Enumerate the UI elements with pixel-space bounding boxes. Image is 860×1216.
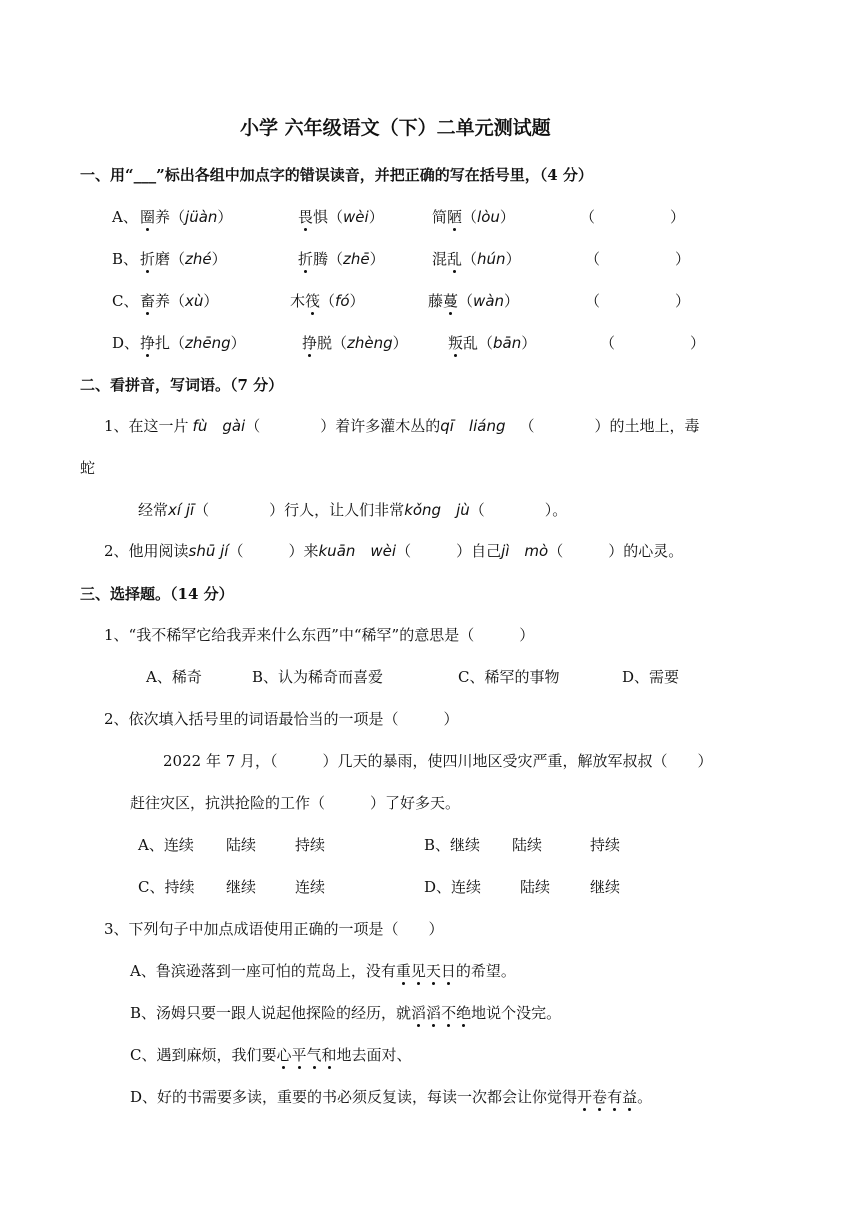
dotted-character: 开 — [577, 1088, 593, 1106]
reading-item — [298, 207, 384, 227]
dotted-character: 畏 — [298, 208, 314, 226]
word-text: 腾（ — [313, 250, 344, 268]
section-1-heading: 一、用“___”标出各组中加点字的错误读音，并把正确的写在括号里，（4 分） — [80, 166, 593, 184]
question-3-3-stem: 3、下列句子中加点成语使用正确的一项是（ ） — [104, 920, 444, 938]
reading-item — [432, 207, 515, 227]
option-b — [130, 1003, 561, 1023]
option-b-word-1: B、继续 — [424, 836, 481, 854]
option-b-word-3: 持续 — [590, 836, 621, 854]
option-text: A、鲁滨逊落到一座可怕的荒岛上，没有 — [130, 962, 396, 980]
dotted-character: 挣 — [302, 334, 318, 352]
pinyin: bān — [493, 334, 522, 352]
pinyin: hún — [477, 250, 506, 268]
pinyin: zhēng — [185, 334, 231, 352]
pinyin: wàn — [473, 292, 505, 310]
pinyin: zhé — [185, 250, 212, 268]
option-c — [130, 1045, 412, 1065]
dotted-character: 益 — [622, 1088, 638, 1106]
bracket: ） — [521, 334, 537, 352]
option-a-word-1: A、连续 — [138, 836, 194, 854]
bracket: ） — [369, 250, 385, 268]
answer-blank: （ ） — [585, 292, 691, 310]
row-label: B、 — [112, 250, 139, 268]
question-2-1-line-3 — [138, 500, 567, 520]
text: （ ）自己 — [396, 542, 502, 560]
bracket: ） — [217, 208, 233, 226]
dotted-character: 绝 — [456, 1004, 472, 1022]
text: 2、他用阅读 — [104, 542, 189, 560]
dotted-character: 有 — [607, 1088, 623, 1106]
option-text: D、好的书需要多读，重要的书必须反复读，每读一次都会让你觉得 — [130, 1088, 578, 1106]
dotted-character: 筏 — [305, 292, 321, 310]
word-text: 惧（ — [313, 208, 344, 226]
option-text: 地去面对、 — [336, 1046, 412, 1064]
pinyin: qī liáng — [440, 417, 506, 435]
dotted-character: 滔 — [411, 1004, 427, 1022]
word-text: （ — [458, 292, 474, 310]
option-d — [130, 1087, 652, 1107]
pinyin: jì mò — [501, 542, 549, 560]
option-b: B、认为稀奇而喜爱 — [252, 668, 384, 686]
reading-item — [302, 333, 408, 353]
text: （ ）行人，让人们非常 — [194, 501, 405, 519]
reading-item — [140, 249, 227, 269]
dotted-character: 乱 — [447, 250, 463, 268]
word-text: （ — [462, 250, 478, 268]
word-text: 扎（ — [155, 334, 186, 352]
option-c-word-3: 连续 — [295, 878, 326, 896]
dotted-character: 畜 — [140, 292, 156, 310]
bracket: ） — [505, 250, 521, 268]
bracket: ） — [368, 208, 384, 226]
pinyin: xí jī — [168, 501, 195, 519]
question-2-1-line-1 — [104, 416, 700, 436]
row-label: A、 — [112, 208, 138, 226]
dotted-character: 天 — [425, 962, 441, 980]
word-text: 木 — [290, 292, 306, 310]
dotted-character: 心 — [276, 1046, 292, 1064]
dotted-character: 卷 — [592, 1088, 608, 1106]
answer-blank: （ ） — [585, 250, 691, 268]
dotted-character: 陋 — [447, 208, 463, 226]
option-text: 地说个没完。 — [471, 1004, 562, 1022]
page-title: 小学 六年级语文（下）二单元测试题 — [240, 117, 551, 139]
option-c: C、稀罕的事物 — [458, 668, 560, 686]
dotted-character: 和 — [321, 1046, 337, 1064]
text: （ ）。 — [469, 501, 568, 519]
text: （ ）的心灵。 — [548, 542, 684, 560]
question-3-1-stem: 1、“我不稀罕它给我弄来什么东西”中“稀罕”的意思是（ ） — [104, 626, 535, 644]
option-text: C、遇到麻烦，我们要 — [130, 1046, 277, 1064]
reading-item — [298, 249, 385, 269]
word-text: （ — [320, 292, 336, 310]
question-2-2 — [104, 541, 683, 561]
pinyin: shū jí — [188, 542, 229, 560]
text: 1、在这一片 — [104, 417, 189, 435]
section-3-heading: 三、选择题。（14 分） — [80, 585, 234, 603]
dotted-character: 折 — [140, 250, 156, 268]
bracket: ） — [230, 334, 246, 352]
dotted-character: 折 — [298, 250, 314, 268]
option-a — [130, 961, 516, 981]
dotted-character: 气 — [306, 1046, 322, 1064]
dotted-character: 平 — [291, 1046, 307, 1064]
option-text: 。 — [637, 1088, 653, 1106]
option-d: D、需要 — [622, 668, 680, 686]
pinyin: fó — [335, 292, 350, 310]
option-c-word-2: 继续 — [226, 878, 257, 896]
pinyin: fù gài — [192, 417, 246, 435]
pinyin: zhèng — [347, 334, 393, 352]
pinyin: wèi — [343, 208, 369, 226]
word-text: 养（ — [155, 292, 186, 310]
word-text: （ — [462, 208, 478, 226]
pinyin: lòu — [477, 208, 500, 226]
word-text: 磨（ — [155, 250, 186, 268]
dotted-character: 叛 — [448, 334, 464, 352]
option-b-word-2: 陆续 — [512, 836, 543, 854]
option-a: A、稀奇 — [146, 668, 202, 686]
answer-blank: （ ） — [600, 334, 706, 352]
dotted-character: 不 — [441, 1004, 457, 1022]
text: （ ）着许多灌木丛的 — [245, 417, 441, 435]
option-a-word-3: 持续 — [295, 836, 326, 854]
word-text: 混 — [432, 250, 448, 268]
option-c-word-1: C、持续 — [138, 878, 195, 896]
word-text: 乱（ — [463, 334, 494, 352]
dotted-character: 蔓 — [443, 292, 459, 310]
pinyin: xù — [185, 292, 204, 310]
option-d-word-3: 继续 — [590, 878, 621, 896]
pinyin: jüàn — [185, 208, 218, 226]
dotted-character: 重 — [395, 962, 411, 980]
dotted-character: 日 — [440, 962, 456, 980]
text: （ ）来 — [228, 542, 319, 560]
option-a-word-2: 陆续 — [226, 836, 257, 854]
reading-item — [290, 291, 365, 311]
question-3-2-passage-line-1: 2022 年 7 月，（ ）几天的暴雨，使四川地区受灾严重，解放军叔叔（ ） — [163, 752, 713, 770]
answer-blank: （ ） — [580, 208, 686, 226]
option-text: B、汤姆只要一跟人说起他探险的经历，就 — [130, 1004, 412, 1022]
row-label: D、 — [112, 334, 140, 352]
option-d-word-1: D、连续 — [424, 878, 482, 896]
word-text: 藤 — [428, 292, 444, 310]
bracket: ） — [499, 208, 515, 226]
word-text: 养（ — [155, 208, 186, 226]
reading-item — [428, 291, 519, 311]
reading-item — [140, 291, 218, 311]
pinyin: kuān wèi — [318, 542, 397, 560]
pinyin: zhē — [343, 250, 370, 268]
text: 经常 — [138, 501, 169, 519]
question-2-1-line-2: 蛇 — [80, 459, 96, 477]
reading-item — [432, 249, 521, 269]
dotted-character: 挣 — [140, 334, 156, 352]
dotted-character: 圈 — [140, 208, 156, 226]
bracket: ） — [504, 292, 520, 310]
reading-item — [140, 333, 246, 353]
option-text: 的希望。 — [455, 962, 516, 980]
option-d-word-2: 陆续 — [520, 878, 551, 896]
reading-item — [448, 333, 536, 353]
dotted-character: 滔 — [426, 1004, 442, 1022]
bracket: ） — [392, 334, 408, 352]
reading-item — [140, 207, 232, 227]
row-label: C、 — [112, 292, 139, 310]
dotted-character: 见 — [410, 962, 426, 980]
section-2-heading: 二、看拼音，写词语。（7 分） — [80, 376, 284, 394]
question-3-2-stem: 2、依次填入括号里的词语最恰当的一项是（ ） — [104, 710, 459, 728]
word-text: 脱（ — [317, 334, 348, 352]
bracket: ） — [203, 292, 219, 310]
text: （ ）的土地上，毒 — [519, 417, 700, 435]
question-3-2-passage-line-2: 赶往灾区，抗洪抢险的工作（ ）了好多天。 — [130, 794, 461, 812]
bracket: ） — [211, 250, 227, 268]
word-text: 简 — [432, 208, 448, 226]
bracket: ） — [349, 292, 365, 310]
pinyin: kǒng jù — [404, 501, 470, 519]
